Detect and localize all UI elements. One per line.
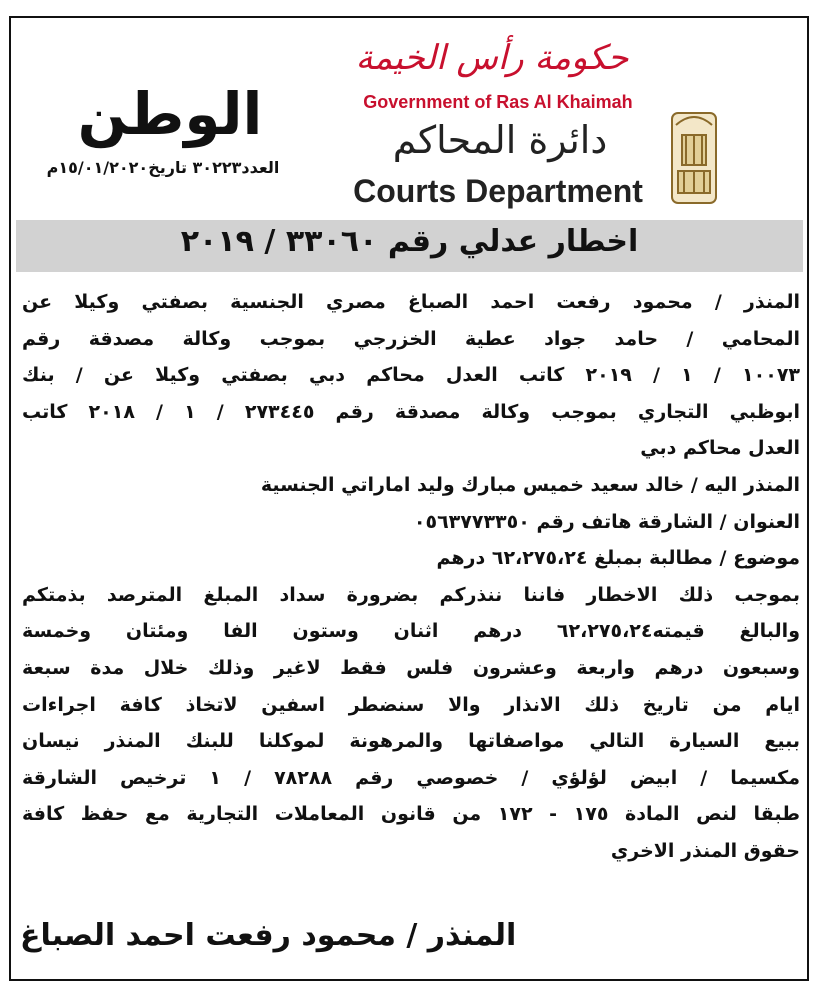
notice-line: مكسيما / ابيض لؤلؤي / خصوصي رقم ٧٨٢٨٨ / ١ ترخيص الشارقة <box>22 766 800 789</box>
notice-line: المنذر / محمود رفعت احمد الصباغ مصري الجنسية بصفتي وكيلا عن <box>22 291 800 313</box>
government-title-arabic: حكومة رأس الخيمة <box>355 38 629 78</box>
notice-line: موضوع / مطالبة بمبلغ ٦٢،٢٧٥،٢٤ درهم <box>436 547 800 570</box>
department-title-arabic: دائرة المحاكم <box>392 118 608 162</box>
notice-line: المحامي / حامد جواد عطية الخزرجي بموجب وكالة مصدقة رقم <box>22 327 800 350</box>
notice-line: حقوق المنذر الاخري <box>610 839 800 862</box>
signature-line: المنذر / محمود رفعت احمد الصباغ <box>20 918 517 953</box>
notice-line: ايام من تاريخ ذلك الانذار والا سنضطر اسفين لاتخاذ كافة اجراءات <box>22 693 800 716</box>
notice-line: بموجب ذلك الاخطار فاننا ننذركم بضرورة سداد المبلغ المترصد بذمتكم <box>22 583 800 606</box>
notice-line: ابوظبي التجاري بموجب وكالة مصدقة رقم ٢٧٣٤٤٥ / ١ / ٢٠١٨ كاتب <box>22 400 800 423</box>
notice-line: العنوان / الشارقة هاتف رقم ٠٥٦٣٧٧٣٣٥٠ <box>413 510 800 533</box>
notice-body <box>22 284 800 870</box>
notice-heading: اخطار عدلي رقم ٣٣٠٦٠ / ٢٠١٩ <box>180 224 639 259</box>
notice-line: وسبعون درهم واربعة وعشرون فلس فقط لاغير وذلك خلال مدة سبعة <box>22 656 800 679</box>
newspaper-name: الوطن <box>77 80 263 148</box>
notice-line: ١٠٠٧٣ / ١ / ٢٠١٩ كاتب العدل محاكم دبي بصفتي وكيلا عن / بنك <box>22 364 800 387</box>
department-title-english: Courts Department <box>353 173 643 209</box>
notice-line: العدل محاكم دبي <box>640 437 800 460</box>
notice-line: والبالغ قيمته٦٢،٢٧٥،٢٤ درهم اثنان وستون الفا ومئتان وخمسة <box>22 620 800 643</box>
notice-line: المنذر اليه / خالد سعيد خميس مبارك وليد اماراتي الجنسية <box>260 473 800 496</box>
notice-line: ببيع السيارة التالي مواصفاتها والمرهونة لموكلنا للبنك المنذر نيسان <box>22 730 800 753</box>
government-title-english: Government of Ras Al Khaimah <box>363 92 633 112</box>
courts-emblem-icon <box>664 105 724 211</box>
notice-line: طبقا لنص المادة ١٧٥ - ١٧٢ من قانون المعاملات التجارية مع حفظ كافة <box>22 803 800 826</box>
issue-date-line: العدد٣٠٢٢٣ تاريخ١٥/٠١/٢٠٢٠م <box>46 158 280 177</box>
